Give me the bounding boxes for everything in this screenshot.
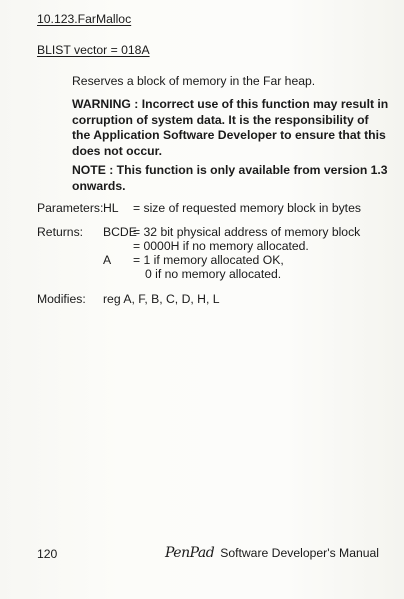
warning-line: WARNING : Incorrect use of this function may result in — [72, 97, 389, 111]
note-line: NOTE : This function is only available from version 1.3 — [72, 163, 388, 177]
modifies-value: reg A, F, B, C, D, H, L — [103, 292, 220, 306]
note-block — [72, 163, 388, 194]
returns-bcde-register: BCDE — [103, 225, 137, 239]
warning-line: does not occur. — [72, 143, 163, 158]
warning-line: the Application Software Developer to ensure that this — [72, 128, 386, 142]
warning-line: corruption of system data. It is the responsibility of — [72, 112, 369, 127]
returns-a-line1: = 1 if memory allocated OK, — [133, 253, 284, 267]
manual-title: Software Developer's Manual — [220, 546, 380, 560]
warning-block — [72, 97, 389, 159]
parameters-label: Parameters: — [37, 201, 104, 215]
returns-a-line2: 0 if no memory allocated. — [145, 267, 282, 281]
parameters-register: HL — [103, 201, 119, 215]
modifies-label: Modifies: — [37, 292, 86, 306]
returns-a-register: A — [103, 253, 112, 267]
page-number: 120 — [37, 547, 58, 561]
parameters-description: = size of requested memory block in bytes — [133, 201, 361, 215]
returns-label: Returns: — [37, 225, 84, 239]
returns-bcde-line1: = 32 bit physical address of memory block — [133, 225, 361, 239]
description-text: Reserves a block of memory in the Far heap. — [72, 74, 316, 88]
penpad-logo: PenPad — [165, 545, 215, 561]
note-line: onwards. — [72, 178, 126, 193]
returns-bcde-line2: = 0000H if no memory allocated. — [133, 239, 309, 253]
blist-vector: BLIST vector = 018A — [37, 43, 150, 57]
section-heading: 10.123.FarMalloc — [37, 12, 132, 26]
footer-brand — [165, 545, 379, 561]
